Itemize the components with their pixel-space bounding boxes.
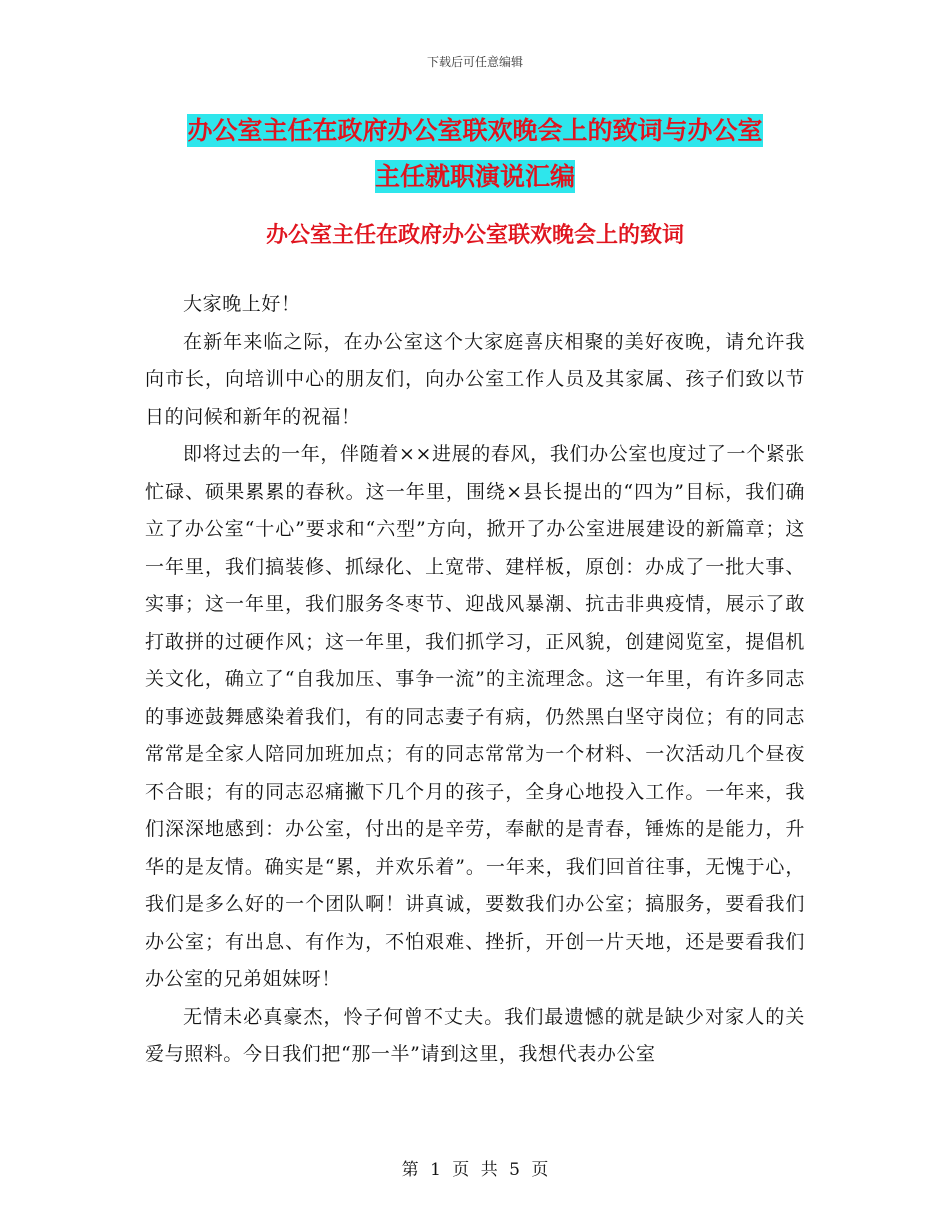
paragraph-family: 无情未必真豪杰，怜子何曾不丈夫。我们最遗憾的就是缺少对家人的关爱与照料。今日我们把“那一半”请到这里，我想代表办公室 xyxy=(145,1005,805,1065)
section-title: 办公室主任在政府办公室联欢晚会上的致词 xyxy=(265,223,684,248)
paragraph-greeting: 大家晚上好！ xyxy=(183,293,301,315)
paragraph-review: 即将过去的一年，伴随着××进展的春风，我们办公室也度过了一个紧张忙碌、硕果累累的春秋。这一年里，围绕×县长提出的“四为”目标，我们确立了办公室“十心”要求和“六型”方向，掀开了办公室进展建设的新篇章；这一年里，我们搞装修、抓绿化、上宽带、建样板，原创：办成了一批大事、实事；这一年里，我们服务冬枣节、迎战风暴潮、抗击非典疫情，展示了敢打敢拼的过硬作风；这一年里，我们抓学习，正风貌，创建阅览室，提倡机关文化，确立了“自我加压、事争一流”的主流理念。这一年里，有许多同志的事迹鼓舞感染着我们，有的同志妻子有病，仍然黑白坚守岗位；有的同志常常是全家人陪同加班加点；有的同志常常为一个材料、一次活动几个昼夜不合眼；有的同志忍痛撇下几个月的孩子，全身心地投入工作。一年来，我们深深地感到：办公室，付出的是辛劳，奉献的是青春，锤炼的是能力，升华的是友情。确实是“累，并欢乐着”。一年来，我们回首往事，无愧于心，我们是多么好的一个团队啊！讲真诚，要数我们办公室；搞服务，要看我们办公室；有出息、有作为，不怕艰难、挫折，开创一片天地，还是要看我们办公室的兄弟姐妹呀！ xyxy=(145,443,805,990)
main-title xyxy=(145,108,805,200)
body-text xyxy=(145,286,805,1074)
main-title-line-2: 主任就职演说汇编 xyxy=(374,162,575,191)
paragraph-wishes: 在新年来临之际，在办公室这个大家庭喜庆相聚的美好夜晚，请允许我向市长，向培训中心的朋友们，向办公室工作人员及其家属、孩子们致以节日的问候和新年的祝福！ xyxy=(145,330,805,428)
page-footer: 第 1 页 共 5 页 xyxy=(401,1160,549,1180)
main-title-line-1: 办公室主任在政府办公室联欢晚会上的致词与办公室 xyxy=(187,116,763,145)
header-note: 下载后可任意编辑 xyxy=(426,55,523,69)
